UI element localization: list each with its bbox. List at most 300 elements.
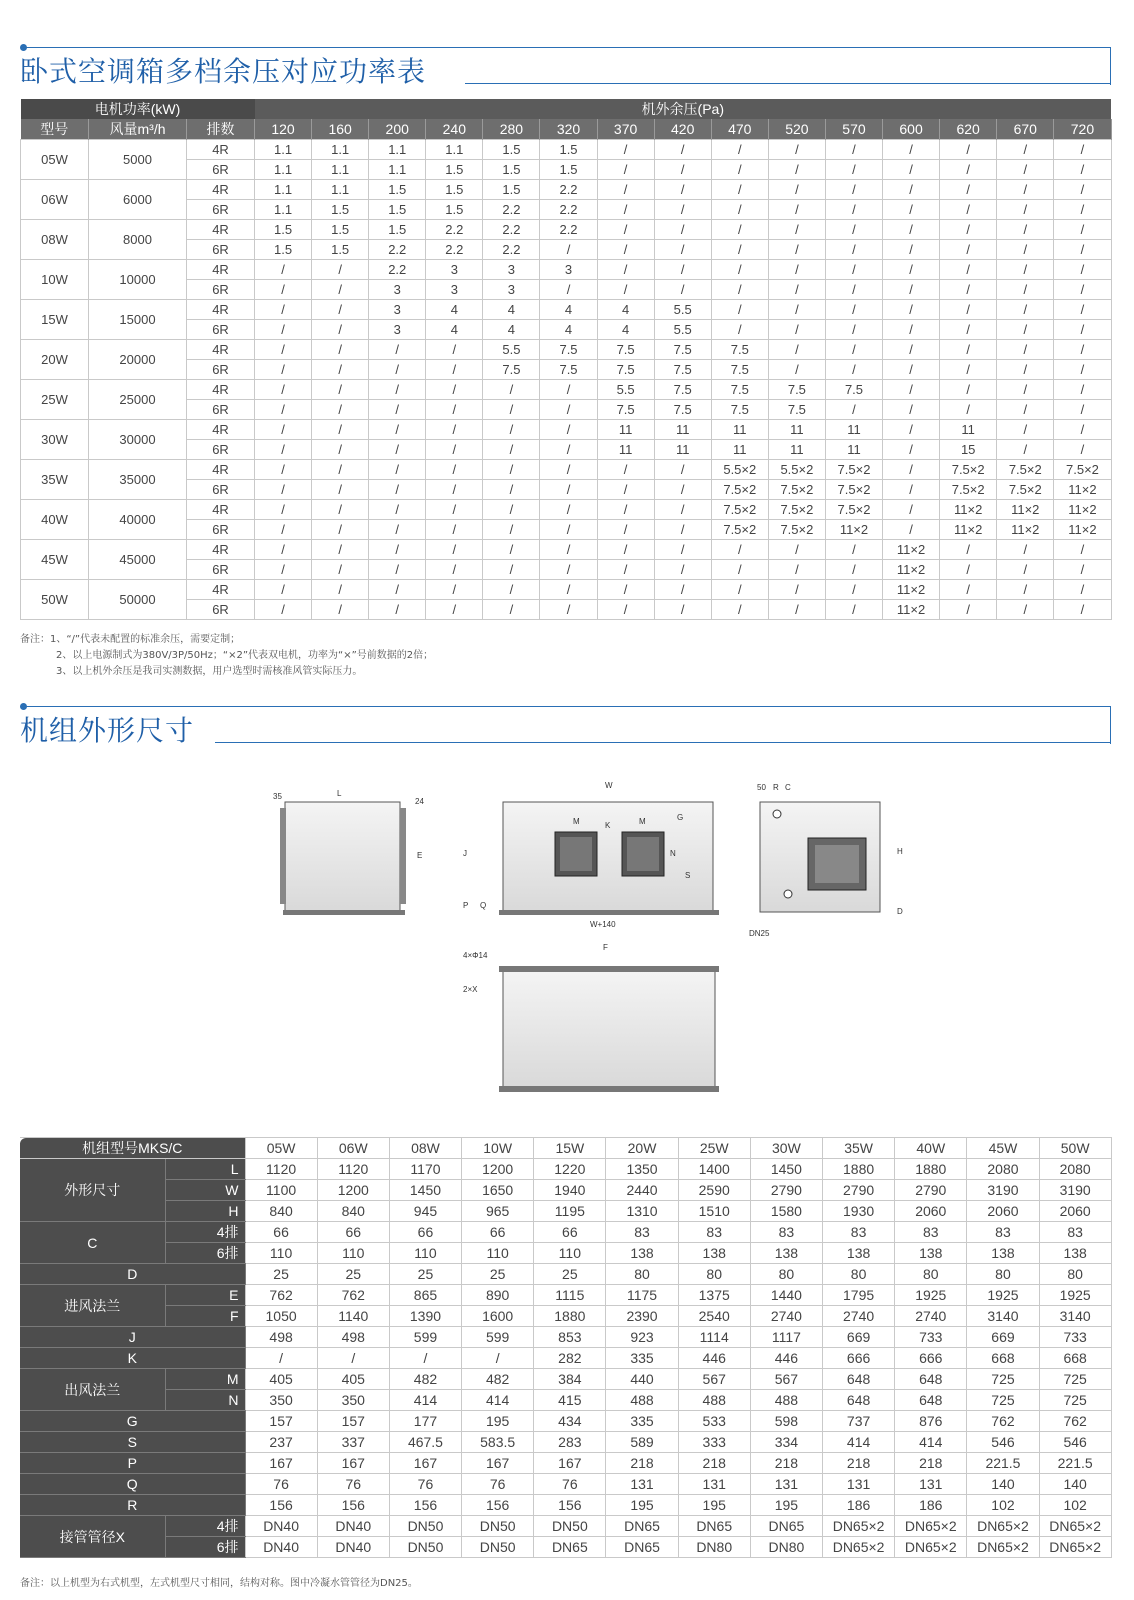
power-cell: 11×2 — [825, 520, 882, 540]
dimension-value: 76 — [245, 1474, 317, 1495]
dimension-label: 进风法兰 — [20, 1285, 165, 1327]
dimension-label: 接管管径X — [20, 1516, 165, 1558]
power-cell: 11 — [597, 420, 654, 440]
power-cell: / — [883, 380, 940, 400]
power-cell: / — [483, 420, 540, 440]
airflow-cell: 45000 — [89, 540, 187, 580]
power-cell: 3 — [369, 300, 426, 320]
dimension-value: DN65×2 — [1039, 1516, 1111, 1537]
dimension-value: 80 — [967, 1264, 1039, 1285]
dimension-value: 2590 — [678, 1180, 750, 1201]
dimension-value: 498 — [317, 1327, 389, 1348]
power-cell: / — [711, 180, 768, 200]
dimension-label: K — [20, 1348, 245, 1369]
dimension-value: 333 — [678, 1432, 750, 1453]
airflow-col-header: 风量m³/h — [89, 119, 187, 140]
power-cell: / — [997, 200, 1054, 220]
power-cell: / — [997, 180, 1054, 200]
dimension-value: 195 — [750, 1495, 822, 1516]
pressure-col-header: 120 — [255, 119, 312, 140]
table-row — [20, 1390, 1111, 1411]
row-count-cell: 6R — [187, 480, 255, 500]
power-cell: / — [255, 400, 312, 420]
header-bracket — [1110, 706, 1111, 744]
power-cell: / — [654, 500, 711, 520]
power-cell: / — [312, 400, 369, 420]
dimension-value: DN40 — [317, 1516, 389, 1537]
dimension-value: 2060 — [1039, 1201, 1111, 1222]
power-cell: 2.2 — [426, 240, 483, 260]
table-row — [21, 300, 1112, 320]
dimension-note: 备注：以上机型为右式机型，左式机型尺寸相同，结构对称。图中冷凝水管管径为DN25。 — [20, 1578, 418, 1589]
power-cell: / — [940, 140, 997, 160]
power-cell: / — [1054, 580, 1111, 600]
dimension-label: S — [20, 1432, 245, 1453]
power-cell: 7.5×2 — [768, 480, 825, 500]
power-cell: 3 — [483, 260, 540, 280]
power-cell: / — [369, 400, 426, 420]
dimension-value: 1120 — [245, 1159, 317, 1180]
dimension-value: 648 — [895, 1369, 967, 1390]
power-cell: 7.5×2 — [825, 460, 882, 480]
dimension-sublabel: H — [165, 1201, 245, 1222]
dimension-value: 25 — [245, 1264, 317, 1285]
power-cell: / — [1054, 160, 1111, 180]
dim-label: DN25 — [749, 929, 770, 938]
pressure-col-header: 570 — [825, 119, 882, 140]
table-row — [20, 1327, 1111, 1348]
dimension-value: 218 — [678, 1453, 750, 1474]
power-cell: / — [597, 220, 654, 240]
dimension-value: 434 — [534, 1411, 606, 1432]
power-cell: / — [597, 560, 654, 580]
dimension-value: 446 — [678, 1348, 750, 1369]
dimension-value: 414 — [895, 1432, 967, 1453]
dimension-value: 384 — [534, 1369, 606, 1390]
power-cell: 5.5 — [597, 380, 654, 400]
power-cell: / — [711, 580, 768, 600]
dimension-value: 1925 — [1039, 1285, 1111, 1306]
power-cell: 1.5 — [483, 160, 540, 180]
power-cell: 1.1 — [312, 140, 369, 160]
airflow-cell: 35000 — [89, 460, 187, 500]
unit-dimension-drawing — [265, 781, 935, 1110]
dimension-value: 138 — [895, 1243, 967, 1264]
power-cell: 1.5 — [426, 200, 483, 220]
dimension-value: 2440 — [606, 1180, 678, 1201]
power-cell: / — [940, 280, 997, 300]
table-row — [21, 340, 1112, 360]
power-cell: 7.5×2 — [768, 500, 825, 520]
dimension-value: 488 — [606, 1390, 678, 1411]
dim-label: R — [773, 783, 779, 792]
dimension-value: 2080 — [967, 1159, 1039, 1180]
power-cell: / — [1054, 240, 1111, 260]
power-cell: / — [940, 180, 997, 200]
power-cell: / — [883, 240, 940, 260]
dimension-value: 1930 — [823, 1201, 895, 1222]
power-cell: / — [597, 540, 654, 560]
power-cell: 11 — [711, 420, 768, 440]
power-cell: / — [654, 540, 711, 560]
power-cell: / — [255, 360, 312, 380]
dimension-value: 414 — [823, 1432, 895, 1453]
row-count-cell: 4R — [187, 140, 255, 160]
power-cell: 7.5 — [825, 380, 882, 400]
power-cell: / — [768, 340, 825, 360]
dimension-value: 3190 — [967, 1180, 1039, 1201]
power-cell: 1.1 — [312, 160, 369, 180]
power-cell: / — [369, 460, 426, 480]
table-row — [20, 1243, 1111, 1264]
power-cell: / — [540, 400, 597, 420]
dimension-value: 138 — [823, 1243, 895, 1264]
power-cell: / — [940, 300, 997, 320]
dimension-value: 1400 — [678, 1159, 750, 1180]
dimension-value: 1050 — [245, 1306, 317, 1327]
power-cell: 1.1 — [312, 180, 369, 200]
power-cell: / — [312, 440, 369, 460]
power-cell: / — [940, 200, 997, 220]
power-cell: / — [312, 580, 369, 600]
dimension-value: 2080 — [1039, 1159, 1111, 1180]
power-cell: / — [426, 560, 483, 580]
power-cell: / — [426, 420, 483, 440]
model-cell: 05W — [21, 140, 89, 180]
power-cell: 1.5 — [255, 240, 312, 260]
power-cell: 4 — [426, 300, 483, 320]
power-cell: 7.5 — [711, 380, 768, 400]
header-bracket — [1110, 47, 1111, 85]
table-header-row — [20, 1138, 1111, 1159]
dimension-value: 2540 — [678, 1306, 750, 1327]
row-count-cell: 4R — [187, 460, 255, 480]
model-col-header: 型号 — [21, 119, 89, 140]
airflow-cell: 8000 — [89, 220, 187, 260]
power-cell: 4 — [597, 320, 654, 340]
dim-label: K — [605, 821, 611, 830]
section-header-power — [20, 44, 1111, 88]
dimension-value: 66 — [462, 1222, 534, 1243]
dimension-table — [20, 1137, 1112, 1558]
power-cell: / — [312, 420, 369, 440]
power-cell: / — [426, 380, 483, 400]
power-cell: / — [768, 320, 825, 340]
dimension-value: 865 — [389, 1285, 461, 1306]
model-cell: 20W — [21, 340, 89, 380]
pressure-col-header: 160 — [312, 119, 369, 140]
power-cell: / — [940, 220, 997, 240]
power-cell: 5.5×2 — [711, 460, 768, 480]
power-cell: / — [940, 320, 997, 340]
power-cell: / — [597, 180, 654, 200]
power-cell: / — [1054, 380, 1111, 400]
power-cell: 11 — [940, 420, 997, 440]
dimension-value: 599 — [389, 1327, 461, 1348]
power-cell: / — [997, 240, 1054, 260]
table-row — [20, 1348, 1111, 1369]
dimension-value: 83 — [606, 1222, 678, 1243]
power-cell: / — [768, 160, 825, 180]
power-cell: 7.5 — [654, 380, 711, 400]
power-cell: / — [483, 540, 540, 560]
power-cell: / — [997, 280, 1054, 300]
power-cell: / — [426, 520, 483, 540]
dimension-value: 282 — [534, 1348, 606, 1369]
power-cell: 2.2 — [369, 260, 426, 280]
power-cell: / — [597, 460, 654, 480]
dimension-value: 2790 — [823, 1180, 895, 1201]
power-cell: / — [312, 280, 369, 300]
power-cell: 3 — [483, 280, 540, 300]
power-cell: 2.2 — [483, 240, 540, 260]
dimension-value: 1925 — [895, 1285, 967, 1306]
model-cell: 30W — [21, 420, 89, 460]
dimension-label: D — [20, 1264, 245, 1285]
power-cell: 1.1 — [255, 140, 312, 160]
dimension-value: 1310 — [606, 1201, 678, 1222]
power-cell: / — [768, 600, 825, 620]
dimension-value: 668 — [1039, 1348, 1111, 1369]
dimension-value: 1450 — [750, 1159, 822, 1180]
dimension-value: 1880 — [895, 1159, 967, 1180]
row-count-cell: 4R — [187, 580, 255, 600]
power-cell: / — [654, 460, 711, 480]
model-cell: 15W — [21, 300, 89, 340]
power-cell: / — [483, 380, 540, 400]
power-cell: / — [255, 540, 312, 560]
dimension-value: 1880 — [534, 1306, 606, 1327]
dimension-value: 186 — [823, 1495, 895, 1516]
power-cell: / — [369, 560, 426, 580]
table-row — [21, 460, 1112, 480]
power-cell: / — [997, 380, 1054, 400]
power-cell: / — [483, 500, 540, 520]
dimension-value: DN50 — [389, 1537, 461, 1558]
power-cell: 7.5×2 — [1054, 460, 1111, 480]
power-cell: 4 — [483, 300, 540, 320]
dimension-value: 2790 — [750, 1180, 822, 1201]
dimension-value: 76 — [462, 1474, 534, 1495]
dimension-value: 218 — [823, 1453, 895, 1474]
model-header-cell: 10W — [462, 1138, 534, 1159]
dimension-value: DN65 — [534, 1537, 606, 1558]
power-cell: 7.5×2 — [711, 520, 768, 540]
row-count-cell: 4R — [187, 300, 255, 320]
airflow-cell: 15000 — [89, 300, 187, 340]
power-cell: / — [711, 600, 768, 620]
dimension-value: 140 — [967, 1474, 1039, 1495]
power-cell: / — [369, 600, 426, 620]
dim-label: M — [639, 817, 646, 826]
dimension-label: Q — [20, 1474, 245, 1495]
model-cell: 50W — [21, 580, 89, 620]
pressure-col-header: 370 — [597, 119, 654, 140]
power-cell: / — [369, 540, 426, 560]
power-cell: / — [654, 580, 711, 600]
power-cell: 11×2 — [1054, 520, 1111, 540]
dimension-value: 66 — [534, 1222, 606, 1243]
power-cell: / — [883, 440, 940, 460]
dimension-sublabel: L — [165, 1159, 245, 1180]
dimension-value: 840 — [245, 1201, 317, 1222]
dimension-value: 1175 — [606, 1285, 678, 1306]
dimension-sublabel: 4排 — [165, 1222, 245, 1243]
dimension-label: 外形尺寸 — [20, 1159, 165, 1222]
power-cell: / — [483, 480, 540, 500]
dimension-value: 80 — [750, 1264, 822, 1285]
dimension-value: 1650 — [462, 1180, 534, 1201]
power-cell: / — [312, 340, 369, 360]
power-cell: / — [312, 500, 369, 520]
power-cell: / — [711, 200, 768, 220]
dimension-value: 76 — [534, 1474, 606, 1495]
dimension-value: 350 — [245, 1390, 317, 1411]
power-cell: / — [940, 260, 997, 280]
power-cell: / — [883, 200, 940, 220]
power-cell: / — [312, 460, 369, 480]
power-cell: 11 — [711, 440, 768, 460]
dimension-value: 669 — [823, 1327, 895, 1348]
dim-label: F — [603, 943, 608, 952]
dimension-value: 283 — [534, 1432, 606, 1453]
power-cell: / — [1054, 280, 1111, 300]
power-cell: / — [540, 540, 597, 560]
power-cell: / — [540, 560, 597, 580]
power-cell: / — [768, 280, 825, 300]
power-cell: / — [369, 580, 426, 600]
power-cell: 7.5 — [711, 360, 768, 380]
dim-label: 50 — [757, 783, 766, 792]
power-cell: 1.1 — [255, 160, 312, 180]
dimension-value: 488 — [678, 1390, 750, 1411]
power-cell: / — [426, 460, 483, 480]
power-cell: / — [597, 240, 654, 260]
power-cell: / — [369, 520, 426, 540]
dimension-value: DN40 — [317, 1537, 389, 1558]
power-cell: / — [312, 320, 369, 340]
dimension-value: 2390 — [606, 1306, 678, 1327]
dimension-value: 2060 — [967, 1201, 1039, 1222]
power-cell: 4 — [597, 300, 654, 320]
dim-label: 4×Φ14 — [463, 951, 488, 960]
power-cell: / — [597, 160, 654, 180]
power-cell: / — [883, 300, 940, 320]
dimension-value: 156 — [317, 1495, 389, 1516]
power-cell: / — [1054, 180, 1111, 200]
power-cell: / — [997, 160, 1054, 180]
power-cell: / — [483, 580, 540, 600]
power-cell: 7.5 — [711, 340, 768, 360]
dimension-value: 923 — [606, 1327, 678, 1348]
power-cell: / — [883, 520, 940, 540]
dimension-value: 131 — [823, 1474, 895, 1495]
dimension-value: 138 — [1039, 1243, 1111, 1264]
row-count-cell: 6R — [187, 600, 255, 620]
model-header-cell: 50W — [1039, 1138, 1111, 1159]
pressure-col-header: 200 — [369, 119, 426, 140]
dimension-label: 出风法兰 — [20, 1369, 165, 1411]
dimension-value: 167 — [462, 1453, 534, 1474]
power-cell: / — [997, 340, 1054, 360]
dimension-value: DN50 — [389, 1516, 461, 1537]
dimension-value: 218 — [895, 1453, 967, 1474]
power-cell: / — [255, 300, 312, 320]
power-cell: / — [312, 360, 369, 380]
power-cell: / — [883, 140, 940, 160]
model-cell: 45W — [21, 540, 89, 580]
dimension-value: 583.5 — [462, 1432, 534, 1453]
dimension-value: 1117 — [750, 1327, 822, 1348]
dimension-value: 25 — [317, 1264, 389, 1285]
power-cell: / — [597, 580, 654, 600]
power-cell: 1.5 — [369, 180, 426, 200]
dimension-value: 131 — [678, 1474, 750, 1495]
dimension-value: DN65×2 — [895, 1516, 967, 1537]
power-cell: / — [654, 480, 711, 500]
row-count-cell: 6R — [187, 520, 255, 540]
power-table — [20, 99, 1112, 620]
dimension-value: 488 — [750, 1390, 822, 1411]
row-count-cell: 4R — [187, 180, 255, 200]
pressure-col-header: 420 — [654, 119, 711, 140]
pressure-col-header: 240 — [426, 119, 483, 140]
dimension-value: 66 — [317, 1222, 389, 1243]
power-cell: 11×2 — [940, 500, 997, 520]
dimension-value: 2060 — [895, 1201, 967, 1222]
power-cell: / — [711, 560, 768, 580]
dimension-value: DN40 — [245, 1537, 317, 1558]
power-cell: 1.5 — [483, 180, 540, 200]
power-cell: / — [825, 320, 882, 340]
power-cell: 11 — [768, 440, 825, 460]
power-cell: / — [768, 540, 825, 560]
power-cell: / — [825, 260, 882, 280]
dimension-value: / — [317, 1348, 389, 1369]
power-cell: / — [997, 420, 1054, 440]
power-cell: / — [940, 360, 997, 380]
dimension-value: 599 — [462, 1327, 534, 1348]
power-cell: / — [255, 460, 312, 480]
dim-label: E — [417, 851, 423, 860]
section-header-dimensions — [20, 703, 1111, 747]
model-header-cell: 40W — [895, 1138, 967, 1159]
dimension-value: 1350 — [606, 1159, 678, 1180]
power-cell: 7.5×2 — [711, 480, 768, 500]
power-cell: / — [1054, 260, 1111, 280]
dimension-value: 1925 — [967, 1285, 1039, 1306]
dimension-value: 25 — [534, 1264, 606, 1285]
power-cell: / — [997, 360, 1054, 380]
power-cell: / — [255, 320, 312, 340]
power-cell: / — [711, 260, 768, 280]
dimension-value: 221.5 — [967, 1453, 1039, 1474]
power-cell: / — [255, 580, 312, 600]
dimension-value: 737 — [823, 1411, 895, 1432]
power-cell: / — [997, 560, 1054, 580]
power-cell: / — [825, 540, 882, 560]
power-cell: / — [997, 400, 1054, 420]
dimension-value: 138 — [967, 1243, 1039, 1264]
dimension-value: DN65×2 — [823, 1516, 895, 1537]
power-cell: 11×2 — [883, 600, 940, 620]
power-cell: 7.5 — [711, 400, 768, 420]
power-cell: / — [312, 480, 369, 500]
dimension-value: 1200 — [462, 1159, 534, 1180]
power-cell: / — [997, 140, 1054, 160]
power-cell: / — [483, 460, 540, 480]
power-cell: 3 — [369, 280, 426, 300]
